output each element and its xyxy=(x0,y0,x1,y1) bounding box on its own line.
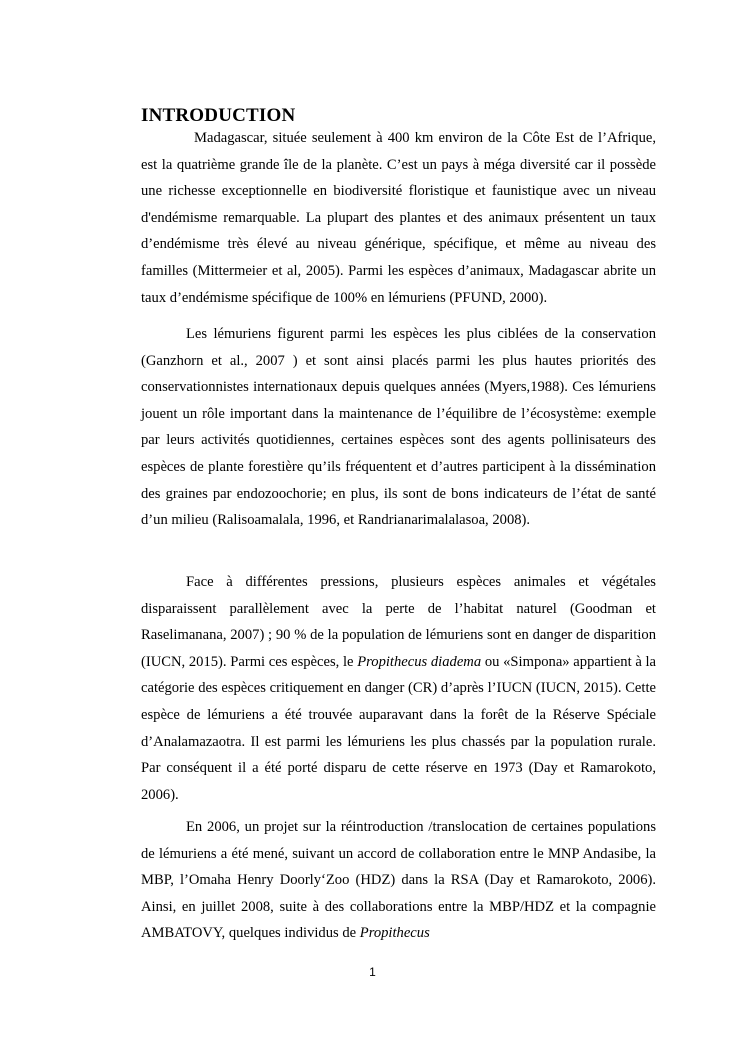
paragraph-4 xyxy=(141,814,656,947)
paragraph-2: Les lémuriens figurent parmi les espèces les plus ciblées de la conservation (Ganzhorn et al., 2007 ) et sont ainsi placés parmi les plus hautes priorités des conservationnistes internationaux depuis quelques années (Myers,1988). Ces lémuriens jouent un rôle important dans la maintenance de l’équilibre de l’écosystème: exemple par leurs activités quotidiennes, certaines espèces sont des agents pollinisateurs des espèces de plante forestière qu’ils fréquentent et d’autres participent à la dissémination des graines par endozoochorie; en plus, ils sont de bons indicateurs de l’état de santé d’un milieu (Ralisoamalala, 1996, et Randrianarimalalasoa, 2008). xyxy=(141,326,656,529)
paragraph-3-text-c: appartient à la catégorie des espèces critiquement en danger (CR) d’après l’IUCN (IUCN, 2015). Cette espèce de lémuriens a été trouvée auparavant dans la forêt de la Réserve Spéciale d’Analamazaotra. Il est parmi les lémuriens les plus chassés par la population rurale. Par conséquent il a été porté disparu de cette réserve en 1973 (Day et Ramarokoto, 2006). xyxy=(141,653,657,803)
species-name-propithecus: Propithecus xyxy=(359,925,430,942)
paragraph-1: Madagascar, située seulement à 400 km environ de la Côte Est de l’Afrique, est la quatrième grande île de la planète. C’est un pays à méga diversité car il possède une richesse exceptionnelle en biodiversité floristique et faunistique avec un niveau d'endémisme remarquable. La plupart des plantes et des animaux présentent un taux d’endémisme très élevé au niveau générique, spécifique, et même au niveau des familles (Mittermeier et al, 2005). Parmi les espèces d’animaux, Madagascar abrite un taux d’endémisme spécifique de 100% en lémuriens (PFUND, 2000). xyxy=(141,130,656,306)
common-name-simpona: «Simpona» xyxy=(503,653,570,670)
paragraph-4-text-a: En 2006, un projet sur la réintroduction /translocation de certaines populations de lémuriens a été mené, suivant un accord de collaboration entre le MNP Andasibe, la MBP, l’Omaha Henry Doorly‘Zoo (HDZ) dans la RSA (Day et Ramarokoto, 2006). Ainsi, en juillet 2008, suite à des collaborations entre la MBP/HDZ et la compagnie AMBATOVY, quelques individus de xyxy=(141,819,656,942)
paragraph-3-text-a: Face à différentes pressions, plusieurs espèces animales et végétales disparaissent parallèlement avec la perte de l’habitat naturel (Goodman et Raselimanana, 2007) ; 90 % de la population de lémuriens sont en danger de disparition (IUCN, 2015). Parmi ces espèces, le xyxy=(141,574,656,670)
section-heading: INTRODUCTION xyxy=(141,105,296,126)
paragraph-3 xyxy=(141,569,656,808)
page-number: 1 xyxy=(369,965,376,979)
species-name-propithecus-diadema: Propithecus diadema xyxy=(357,653,482,670)
paragraph-3-text-b: ou xyxy=(481,653,504,670)
